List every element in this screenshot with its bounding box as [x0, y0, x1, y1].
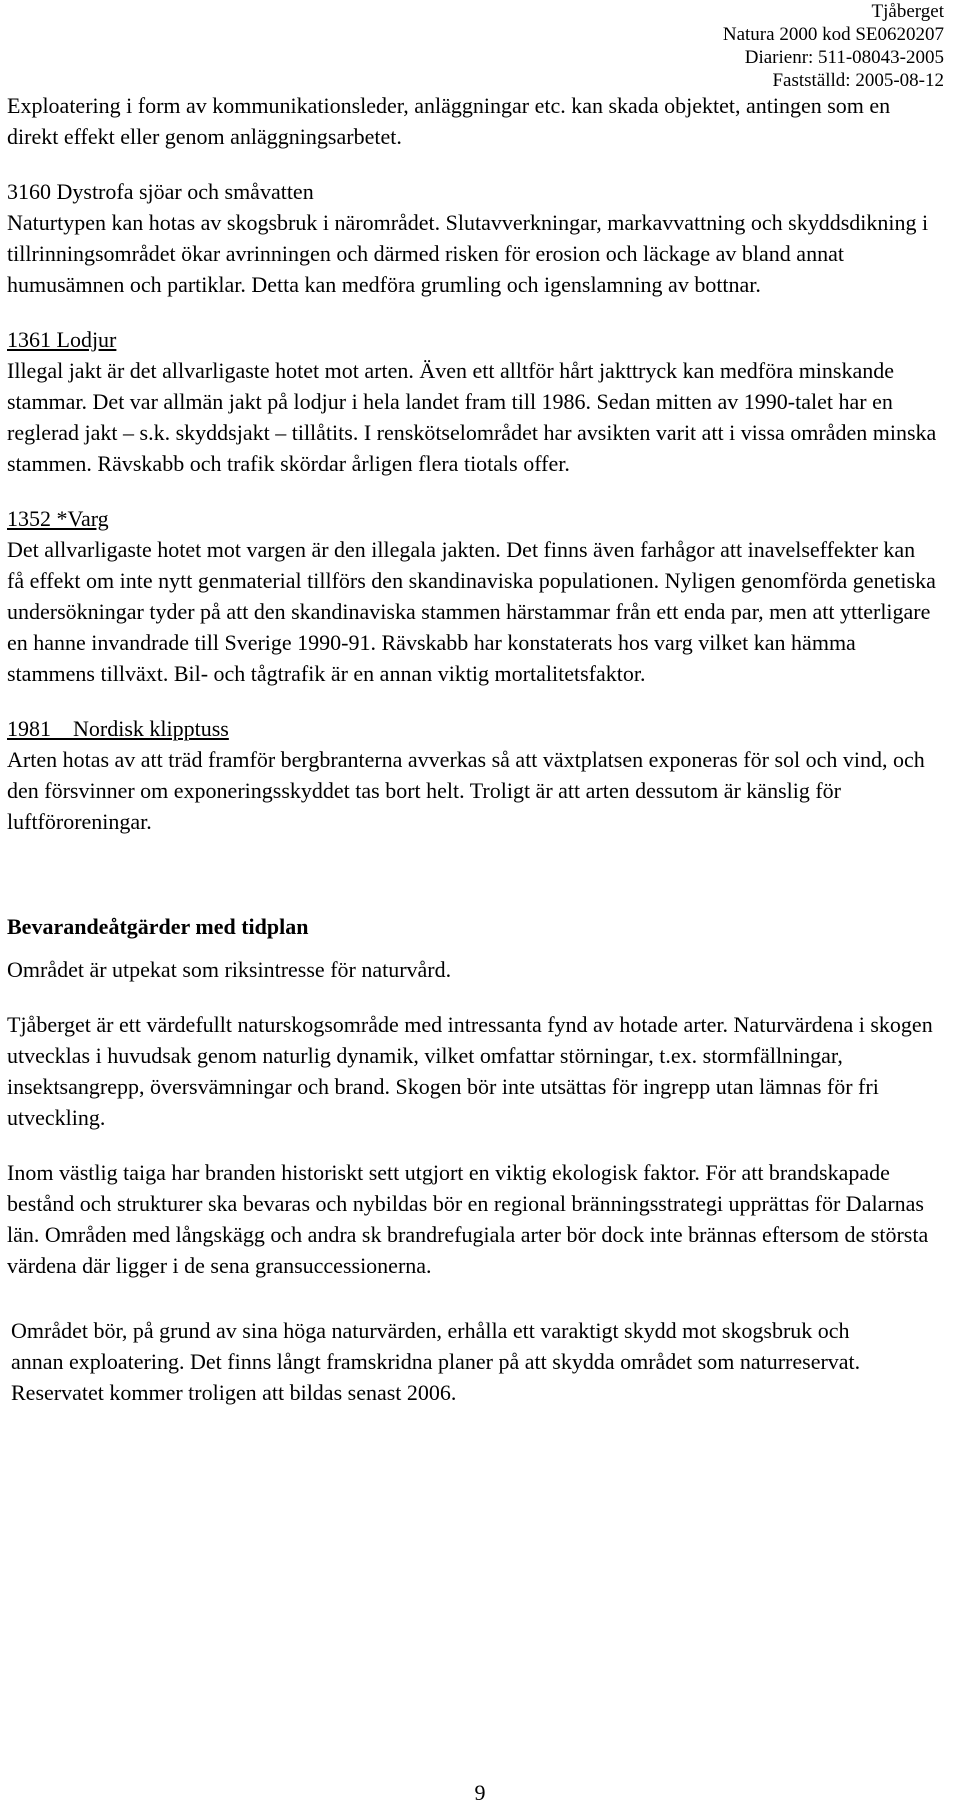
measures-paragraph-4: Området bör, på grund av sina höga naturvärden, erhålla ett varaktigt skydd mot skogsbruk och annan exploatering. Det finns långt framskridna planer på att skydda området som naturreservat. Reservatet kommer troligen att bildas senast 2006. [11, 1318, 861, 1405]
section-dystrofa-sjoar [7, 176, 937, 300]
header-natura-code: Natura 2000 kod SE0620207 [722, 24, 944, 45]
section-title: 1361 Lodjur [7, 327, 117, 352]
section-varg [7, 503, 937, 689]
header-faststalld: Fastställd: 2005-08-12 [772, 70, 944, 91]
measures-heading: Bevarandeåtgärder med tidplan [7, 914, 309, 939]
section-text: Det allvarligaste hotet mot vargen är den illegala jakten. Det finns även farhågor att inavelseffekter kan få effekt om inte nytt genmaterial tillförs den skandinaviska populationen. Nyligen genomförda genetiska undersökningar tyder på att den skandinaviska stammen härstammar från ett enda par, men att ytterligare en hanne invandrade till Sverige 1990-91. Rävskabb har konstaterats hos varg vilket kan hämma stammens tillväxt. Bil- och tågtrafik är en annan viktig mortalitetsfaktor. [7, 537, 936, 686]
measures-paragraph-1: Området är utpekat som riksintresse för naturvård. [7, 957, 452, 982]
section-title: 1981 Nordisk klipptuss [7, 716, 229, 741]
document-body [7, 90, 947, 1408]
section-nordisk-klipptuss [7, 713, 937, 837]
document-header [723, 0, 944, 92]
section-text: Naturtypen kan hotas av skogsbruk i närområdet. Slutavverkningar, markavvattning och skyddsdikning i tillrinningsområdet ökar avrinningen och därmed risken för erosion och läckage av bland annat humusämnen och partiklar. Detta kan medföra grumling och igenslamning av bottnar. [7, 210, 929, 297]
section-text: Illegal jakt är det allvarligaste hotet mot arten. Även ett alltför hårt jakttryck kan medföra minskande stammar. Det var allmän jakt på lodjur i hela landet fram till 1986. Sedan mitten av 1990-talet har en reglerad jakt – s.k. skyddsjakt – tillåtits. I renskötselområdet har avsikten varit att i vissa områden minska stammen. Rävskabb och trafik skördar årligen flera tiotals offer. [7, 358, 937, 476]
section-text: Arten hotas av att träd framför bergbranterna avverkas så att växtplatsen exponeras för sol och vind, och den försvinner om exponeringsskyddet tas bort helt. Troligt är att arten dessutom är känslig för luftföroreningar. [7, 747, 925, 834]
section-lodjur [7, 324, 937, 479]
page-number: 9 [474, 1780, 486, 1805]
measures-paragraph-2: Tjåberget är ett värdefullt naturskogsområde med intressanta fynd av hotade arter. Naturvärdena i skogen utvecklas i huvudsak genom naturlig dynamik, vilket omfattar störningar, t.ex. stormfällningar, insektsangrepp, översvämningar och brand. Skogen bör inte utsättas för ingrepp utan lämnas för fri utveckling. [7, 1012, 933, 1130]
header-diarienr: Diarienr: 511-08043-2005 [744, 47, 944, 68]
header-place: Tjåberget [871, 1, 944, 22]
section-title: 3160 Dystrofa sjöar och småvatten [7, 179, 314, 204]
measures-paragraph-3: Inom västlig taiga har branden historiskt sett utgjort en viktig ekologisk faktor. För att brandskapade bestånd och strukturer ska bevaras och nybildas bör en regional bränningsstrategi upprättas för Dalarnas län. Områden med långskägg och andra sk brandrefugiala arter bör dock inte brännas eftersom de största värdena där ligger i de sena gransuccessionerna. [7, 1160, 929, 1278]
intro-paragraph: Exploatering i form av kommunikationsleder, anläggningar etc. kan skada objektet, antingen som en direkt effekt eller genom anläggningsarbetet. [7, 93, 891, 149]
section-title: 1352 *Varg [7, 506, 109, 531]
